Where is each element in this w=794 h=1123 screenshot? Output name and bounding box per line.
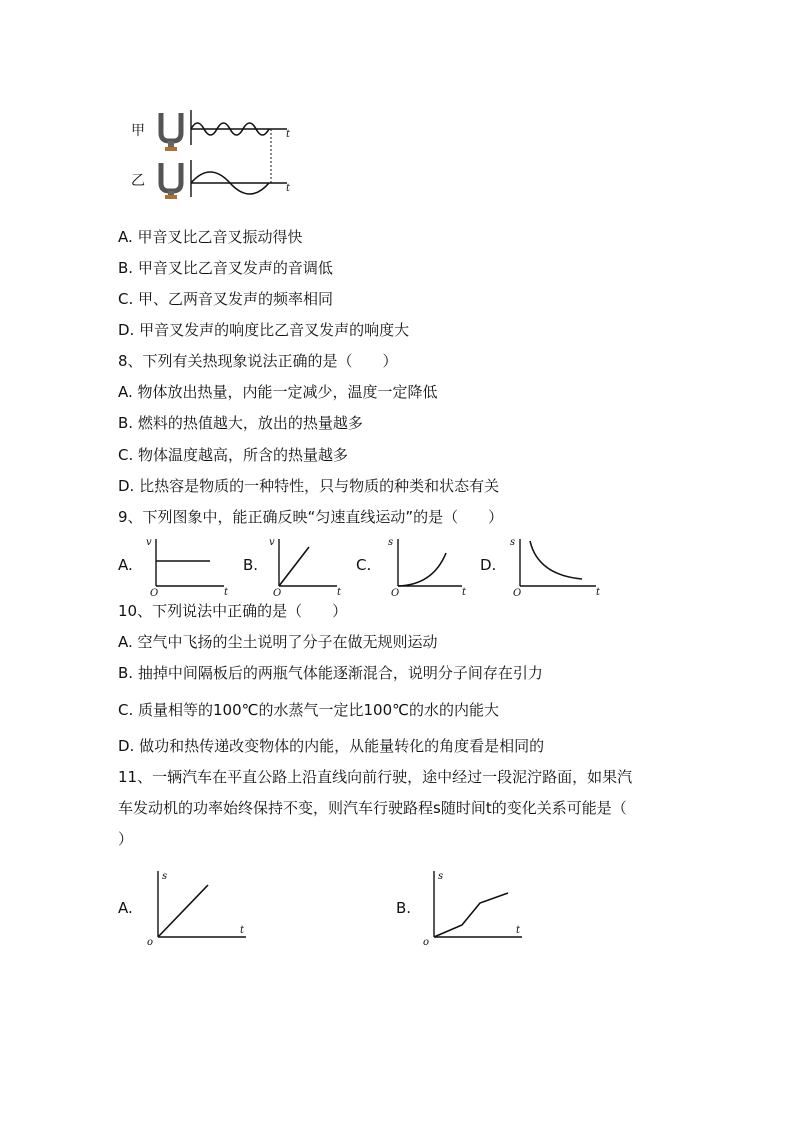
svg-text:v: v	[146, 537, 152, 548]
q11-stem-line3: ）	[118, 830, 134, 848]
q7-option-a: A. 甲音叉比乙音叉振动得快	[118, 228, 303, 246]
svg-text:t: t	[224, 587, 229, 597]
q9-option-b-label: B.	[243, 556, 259, 574]
tuning-fork-figure	[125, 105, 305, 200]
q7-option-b: B. 甲音叉比乙音叉发声的音调低	[118, 259, 333, 277]
q8-option-b: B. 燃料的热值越大，放出的热量越多	[118, 414, 363, 432]
svg-text:O: O	[273, 588, 282, 597]
svg-text:O: O	[391, 588, 400, 597]
q9-option-d-label: D.	[480, 556, 497, 574]
q11-option-b-label: B.	[396, 899, 412, 917]
q10-option-c: C. 质量相等的100℃的水蒸气一定比100℃的水的内能大	[118, 701, 499, 719]
q10-option-b: B. 抽掉中间隔板后的两瓶气体能逐渐混合，说明分子间存在引力	[118, 664, 543, 682]
svg-text:s: s	[438, 871, 444, 882]
svg-text:t: t	[240, 925, 245, 936]
q8-option-a: A. 物体放出热量，内能一定减少，温度一定降低	[118, 383, 438, 401]
q11-stem-line1: 11、一辆汽车在平直公路上沿直线向前行驶，途中经过一段泥泞路面，如果汽	[118, 768, 633, 786]
svg-text:t: t	[596, 587, 601, 597]
svg-text:O: O	[150, 588, 159, 597]
q9-stem: 9、下列图象中，能正确反映“匀速直线运动”的是（ ）	[118, 508, 504, 526]
svg-text:t: t	[516, 925, 521, 936]
svg-text:o: o	[423, 937, 430, 947]
q9-graph-b	[263, 535, 345, 597]
svg-text:t: t	[337, 587, 342, 597]
tuning-fork-b-icon	[161, 163, 181, 199]
q9-graph-c	[378, 535, 470, 597]
tuning-fork-a-icon	[161, 113, 181, 151]
fork-label-b: 乙	[131, 173, 145, 189]
svg-text:s: s	[510, 537, 516, 548]
svg-text:v: v	[269, 537, 275, 548]
svg-text:o: o	[147, 937, 154, 947]
q9-option-c-label: C.	[356, 556, 372, 574]
q8-option-d: D. 比热容是物质的一种特性，只与物质的种类和状态有关	[118, 477, 500, 495]
q9-graph-d	[500, 535, 606, 597]
svg-text:t: t	[286, 129, 291, 140]
q9-graph-a	[140, 535, 232, 597]
fork-label-a: 甲	[131, 123, 145, 139]
svg-text:s: s	[162, 871, 168, 882]
svg-text:s: s	[388, 537, 394, 548]
svg-text:t: t	[286, 183, 291, 194]
q10-stem: 10、下列说法中正确的是（ ）	[118, 602, 348, 620]
svg-text:t: t	[462, 587, 467, 597]
q10-option-a: A. 空气中飞扬的尘土说明了分子在做无规则运动	[118, 633, 438, 651]
q8-stem: 8、下列有关热现象说法正确的是（ ）	[118, 352, 398, 370]
q11-graph-a	[142, 865, 252, 947]
q7-option-c: C. 甲、乙两音叉发声的频率相同	[118, 290, 334, 308]
q7-option-d: D. 甲音叉发声的响度比乙音叉发声的响度大	[118, 321, 410, 339]
q11-graph-b	[418, 865, 528, 947]
q11-option-a-label: A.	[118, 899, 133, 917]
q10-option-d: D. 做功和热传递改变物体的内能，从能量转化的角度看是相同的	[118, 737, 545, 755]
q9-option-a-label: A.	[118, 556, 133, 574]
q11-stem-line2: 车发动机的功率始终保持不变，则汽车行驶路程s随时间t的变化关系可能是（	[118, 799, 627, 817]
svg-text:O: O	[513, 588, 522, 597]
q8-option-c: C. 物体温度越高，所含的热量越多	[118, 446, 349, 464]
